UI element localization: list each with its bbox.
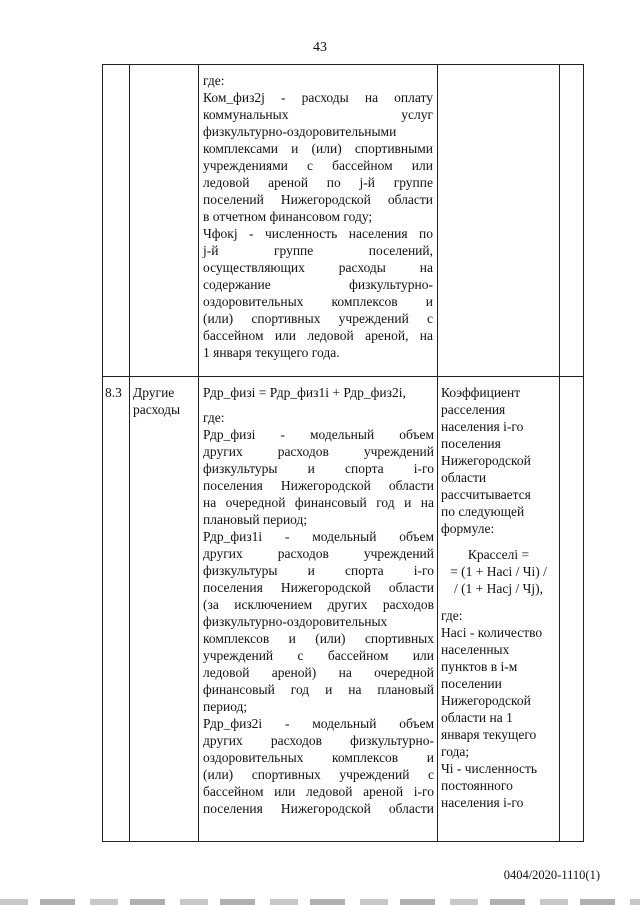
text-line: других расходов учреждений: [203, 444, 434, 459]
text-line: физкультуры и спорта i-го: [203, 563, 434, 578]
text-line: Рдр_физ1i - модельный объем: [203, 529, 434, 544]
text-line: Рдр_физ2i - модельный объем: [203, 716, 434, 731]
text-line: поселения Нижегородской области: [203, 580, 434, 595]
text-line: населенных: [441, 642, 510, 657]
coefficient-formula: Кpaccелi =: [467, 547, 530, 562]
text-line: бассейном или ледовой ареной i-го: [203, 784, 434, 799]
text-line: комплексов и (или) спортивных: [203, 631, 434, 646]
table-border-bottom: [102, 841, 584, 842]
text-line: поселения Нижегородской области: [203, 801, 434, 816]
table-border-top: [102, 64, 584, 65]
text-line: 1 января текущего года.: [203, 345, 340, 360]
method-cell-continued: [203, 72, 433, 361]
text-line: плановый период;: [203, 512, 308, 527]
text-line: расходы: [133, 402, 181, 417]
scan-edge-artifact: [0, 899, 640, 905]
text-line: финансовый год и на плановый: [203, 682, 434, 697]
table-border-right: [583, 64, 584, 842]
text-line: Коэффициент: [441, 385, 521, 400]
text-line: поселения: [441, 436, 501, 451]
text-line: рассчитывается: [441, 487, 531, 502]
text-line: на очередной финансовый год и на: [203, 495, 434, 510]
formula: Рдр_физi = Рдр_физ1i + Рдр_физ2i,: [203, 385, 406, 400]
text-line: Нижегородской: [441, 693, 531, 708]
text-line: других расходов физкультурно-: [203, 733, 434, 748]
coefficient-formula: = (1 + Нacі / Чі) /: [450, 564, 547, 579]
text-line: области на 1: [441, 710, 513, 725]
text-line: (или) спортивных учреждений с: [203, 767, 434, 782]
text-line: комплексами и (или) спортивными: [203, 141, 433, 156]
text-line: физкультурно-оздоровительными: [203, 124, 397, 139]
text-line: Чі - численность: [441, 761, 538, 776]
text-line: Нacі - количество: [441, 625, 543, 640]
column-divider: [129, 64, 130, 842]
text-line: поселении: [441, 676, 502, 691]
text-line: постоянного: [441, 778, 513, 793]
text-line: j-й группе поселений,: [203, 243, 433, 258]
column-divider: [437, 64, 438, 842]
coefficient-cell: [441, 384, 556, 811]
text-line: где:: [441, 608, 463, 623]
text-line: бассейном или ледовой ареной, на: [203, 328, 433, 343]
table-border-left: [102, 64, 103, 842]
text-line: где:: [203, 410, 225, 425]
text-line: Другие: [133, 385, 175, 400]
text-line: населения i-го: [441, 419, 524, 434]
text-line: в отчетном финансовом году;: [203, 209, 373, 224]
text-line: оздоровительных комплексов и: [203, 750, 434, 765]
expense-name: [133, 384, 195, 418]
text-line: по следующей: [441, 504, 525, 519]
text-line: поселений Нижегородской области: [203, 192, 433, 207]
text-line: ледовой ареной по j-й группе: [203, 175, 433, 190]
methodology-table: [102, 64, 584, 842]
text-line: других расходов учреждений: [203, 546, 434, 561]
document-code: 0404/2020-1110(1): [503, 868, 600, 882]
page-number: 43: [313, 40, 327, 55]
text-line: (или) спортивных учреждений с: [203, 311, 433, 326]
text-line: января текущего: [441, 727, 537, 742]
text-line: осуществляющих расходы на: [203, 260, 433, 275]
text-line: поселения Нижегородской области: [203, 478, 434, 493]
column-divider: [198, 64, 199, 842]
text-line: области: [441, 470, 487, 485]
row-number: 8.3: [105, 385, 122, 400]
text-line: Чфокj - численность населения по: [203, 226, 433, 241]
column-divider: [559, 64, 560, 842]
text-line: оздоровительных комплексов и: [203, 294, 433, 309]
text-line: Нижегородской: [441, 453, 531, 468]
text-line: года;: [441, 744, 470, 759]
text-line: Рдр_физi - модельный объем: [203, 427, 434, 442]
text-line: содержание физкультурно-: [203, 277, 433, 292]
text-line: населения i-го: [441, 795, 524, 810]
coefficient-formula: / (1 + Нacj / Чj),: [453, 581, 544, 596]
text-line: пунктов в i-м: [441, 659, 518, 674]
text-line: физкультурно-оздоровительных: [203, 614, 388, 629]
text-line: ледовой ареной) на очередной: [203, 665, 434, 680]
text-line: учреждений с бассейном или: [203, 648, 434, 663]
text-line: где:: [203, 73, 225, 88]
row-divider: [102, 376, 584, 377]
text-line: период;: [203, 699, 248, 714]
text-line: учреждениями с бассейном или: [203, 158, 433, 173]
text-line: формуле:: [441, 521, 495, 536]
method-cell: [203, 384, 434, 817]
text-line: Ком_физ2j - расходы на оплату: [203, 90, 433, 105]
text-line: коммунальных услуг: [203, 107, 433, 122]
text-line: расселения: [441, 402, 506, 417]
text-line: физкультуры и спорта i-го: [203, 461, 434, 476]
text-line: (за исключением других расходов: [203, 597, 434, 612]
